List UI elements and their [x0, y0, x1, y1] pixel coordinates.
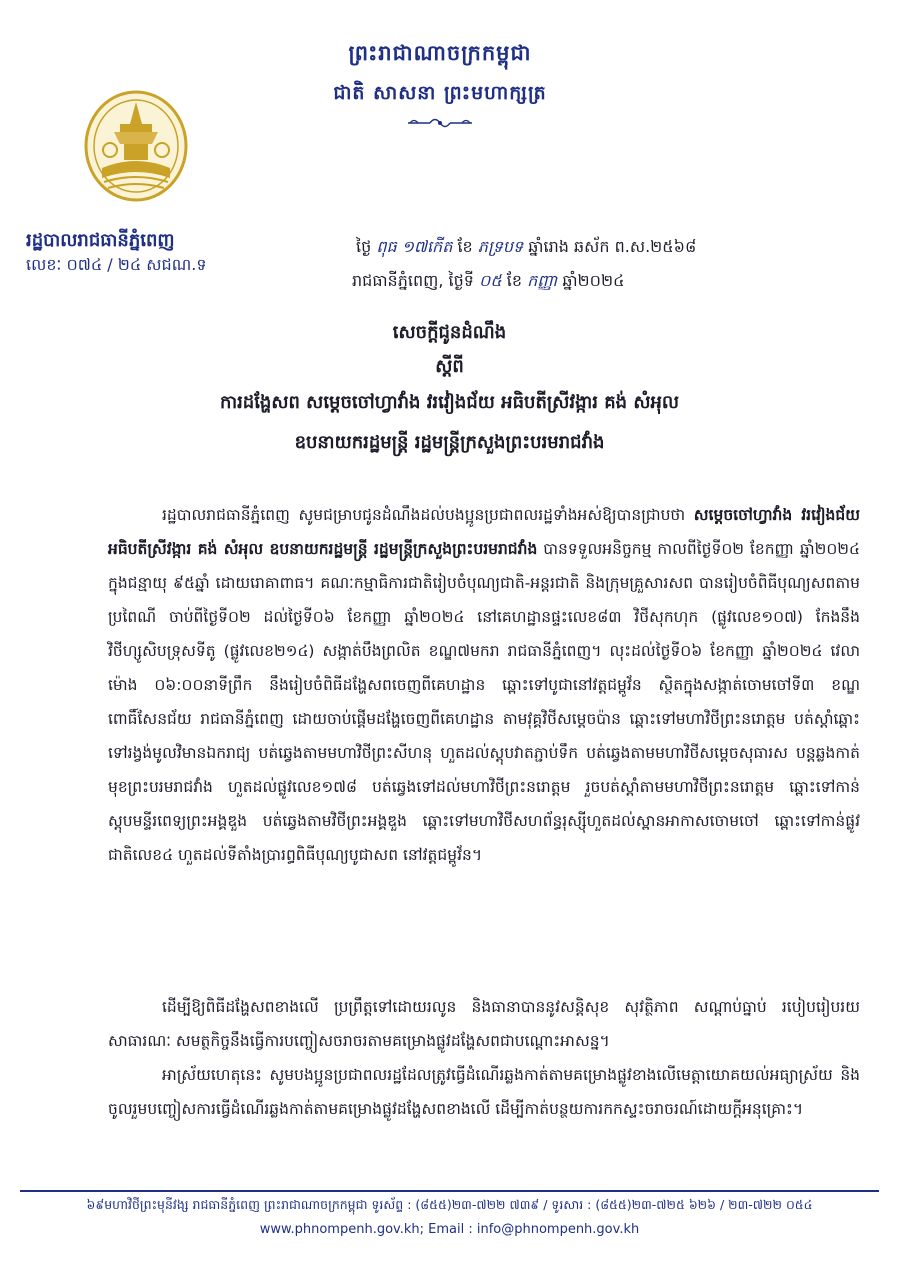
solar-prefix: រាជធានីភ្នំពេញ, ថ្ងៃទី [352, 271, 474, 290]
lunar-day-handwritten: ពុធ ១៧កើត [376, 237, 453, 256]
notice-title: សេចក្តីជូនដំណឹង [392, 322, 507, 343]
footer-divider [20, 1190, 879, 1192]
lunar-prefix: ថ្ងៃ [356, 237, 372, 256]
issuer-name: រដ្ឋបាលរាជធានីភ្នំពេញ [26, 230, 175, 251]
paragraph-1-intro: រដ្ឋបាលរាជធានីភ្នំពេញ សូមជម្រាបជូនដំណឹងដល់បងប្អូនប្រជាពលរដ្ឋទាំងអស់ឱ្យបានជ្រាបថា [162, 506, 686, 524]
paragraph-3: អាស្រ័យហេតុនេះ សូមបងប្អូនប្រជាពលរដ្ឋដែលត្រូវធ្វើដំណើរឆ្លងកាត់តាមគម្រោងផ្លូវខាងលើមេត្តាយោគយល់អធ្យាស្រ័យ និងចូលរួមបញ្ចៀសការធ្វើដំណើរឆ្លងកាត់តាមគម្រោងផ្លូវដង្ហែសពខាងលើ ដើម្បីកាត់បន្ថយការកកស្ទះចរាចរណ៍ដោយក្តីអនុគ្រោះ។ [108, 1066, 860, 1118]
ornament-divider-icon [290, 115, 590, 135]
notice-subject-line2: ឧបនាយករដ្ឋមន្ត្រី រដ្ឋមន្ត្រីក្រសួងព្រះបរមរាជវាំង [294, 432, 605, 453]
footer-web-email[interactable]: www.phnompenh.gov.kh; Email : info@phnompenh.gov.kh [259, 1222, 640, 1237]
solar-year: ឆ្នាំ២០២៤ [562, 271, 625, 290]
paragraph-1 [108, 498, 860, 872]
notice-subject-line1: ការដង្ហែសព សម្តេចចៅហ្វាវាំង វរវៀងជ័យ អធិបតីស្រីវង្ការ គង់ សំអុល [219, 392, 680, 413]
paragraph-2: ដើម្បីឱ្យពិធីដង្ហែសពខាងលើ ប្រព្រឹត្តទៅដោយរលូន និងធានាបាននូវសន្តិសុខ សុវត្ថិភាព សណ្តាប់ធ្នាប់ របៀបរៀបរយសាធារណៈ សមត្ថកិច្ចនឹងធ្វើការបញ្ចៀសចរាចរតាមគម្រោងផ្លូវដង្ហែសពជាបណ្តោះអាសន្ន។ [108, 998, 860, 1050]
solar-date [352, 270, 624, 294]
kingdom-header [290, 40, 590, 135]
kingdom-name: ព្រះរាជាណាចក្រកម្ពុជា [348, 41, 532, 65]
solar-month-label: ខែ [506, 271, 522, 290]
notice-about: ស្តីពី [435, 356, 464, 377]
paragraph-1-rest: បានទទួលអនិច្ចកម្ម កាលពីថ្ងៃទី០២ ខែកញ្ញា ឆ្នាំ២០២៤ ក្នុងជន្មាយុ ៩៥ឆ្នាំ ដោយរោគាពាធ។ គណៈកម្មាធិការជាតិរៀបចំបុណ្យជាតិ-អន្តរជាតិ និងក្រុមគ្រួសារសព បានរៀបចំពិធីបុណ្យសពតាមប្រពៃណី ចាប់ពីថ្ងៃទី០២ ដល់ថ្ងៃទី០៦ ខែកញ្ញា ឆ្នាំ២០២៤ នៅគេហដ្ឋានផ្ទះលេខ៨៣ វិថីសុកហុក (ផ្លូវលេខ១០៧) កែងនឹងវិថីហ្សូសិបទ្រុសទីតូ (ផ្លូវលេខ២១៤) សង្កាត់បឹងព្រលិត ខណ្ឌ៧មករា រាជធានីភ្នំពេញ។ លុះដល់ថ្ងៃទី០៦ ខែកញ្ញា ឆ្នាំ២០២៤ វេលាម៉ោង ០៦:០០នាទីព្រឹក នឹងរៀបចំពិធីដង្ហែសពចេញពីគេហដ្ឋាន ឆ្ពោះទៅបូជានៅវត្តជម្ពូវ័ន ស្ថិតក្នុងសង្កាត់ចោមចៅទី៣ ខណ្ឌពោធិ៍សែនជ័យ រាជធានីភ្នំពេញ ដោយចាប់ផ្តើមដង្ហែចេញពីគេហដ្ឋាន តាមវុគ្គវិថីសម្តេចប៉ាន ឆ្ពោះទៅមហាវិថីព្រះនរោត្តម បត់ស្តាំឆ្ពោះទៅរង្វង់មូលវិមានឯករាជ្យ បត់ឆ្វេងតាមមហាវិថីព្រះសីហនុ ហួតដល់ស្តុបវាតភ្ជាប់ទឹក បត់ឆ្វេងតាមមហាវិថីសម្តេចសុធារស បន្តឆ្លងកាត់មុខព្រះបរមរាជវាំង ហួតដល់ផ្លូវលេខ១៧៨ បត់ឆ្វេងទៅដល់មហាវិថីព្រះនរោត្តម រួចបត់ស្តាំតាមមហាវិថីព្រះនរោត្តម ឆ្ពោះទៅកាន់ស្តុបមន្ទីរពេទ្យព្រះអង្គឌួង បត់ឆ្វេងតាមវិថីព្រះអង្គឌួង ឆ្ពោះទៅមហាវិថីសហព័ន្ធរុស្ស៊ីហួតដល់ស្ពានអាកាសចោមចៅ ឆ្ពោះទៅកាន់ផ្លូវជាតិលេខ៤ ហួតដល់ទីតាំងប្រារព្ធពិធីបុណ្យបូជាសព នៅវត្តជម្ពូវ័ន។ [108, 540, 861, 864]
lunar-month-label: ខែ [457, 237, 473, 256]
reference-number: លេខៈ ០៧៤ / ២៤ សជណ.ទ [26, 255, 207, 274]
lunar-year: ឆ្នាំរោង ឆស័ក ព.ស.២៥៦៨ [528, 237, 697, 256]
national-motto: ជាតិ សាសនា ព្រះមហាក្សត្រ [333, 82, 547, 104]
footer-address: ៦៩មហាវិថីព្រះមុនីវង្ស រាជធានីភ្នំពេញ ព្រះរាជាណាចក្រកម្ពុជា ទូរស័ព្ទ : (៨៥៥)២៣-៧២២ ៧៣៩ / ទូរសារ : (៨៥៥)២៣-៧២៥ ៦២៦ / ២៣-៧២២ ០៥៤ [86, 1197, 813, 1212]
paragraph-1-bold-name: សម្តេចចៅហ្វាវាំង វរវៀងជ័យ អធិបតីស្រីវង្ការ គង់ សំអុល ឧបនាយករដ្ឋមន្ត្រី រដ្ឋមន្ត្រីក្រសួងព្រះបរមរាជវាំង [108, 506, 860, 558]
lunar-date [356, 236, 696, 260]
solar-day-handwritten: ០៥ [478, 271, 502, 290]
solar-month-handwritten: កញ្ញា [527, 271, 558, 290]
phnom-penh-seal-icon [80, 88, 192, 206]
lunar-month-handwritten: ភទ្របទ [477, 237, 524, 256]
